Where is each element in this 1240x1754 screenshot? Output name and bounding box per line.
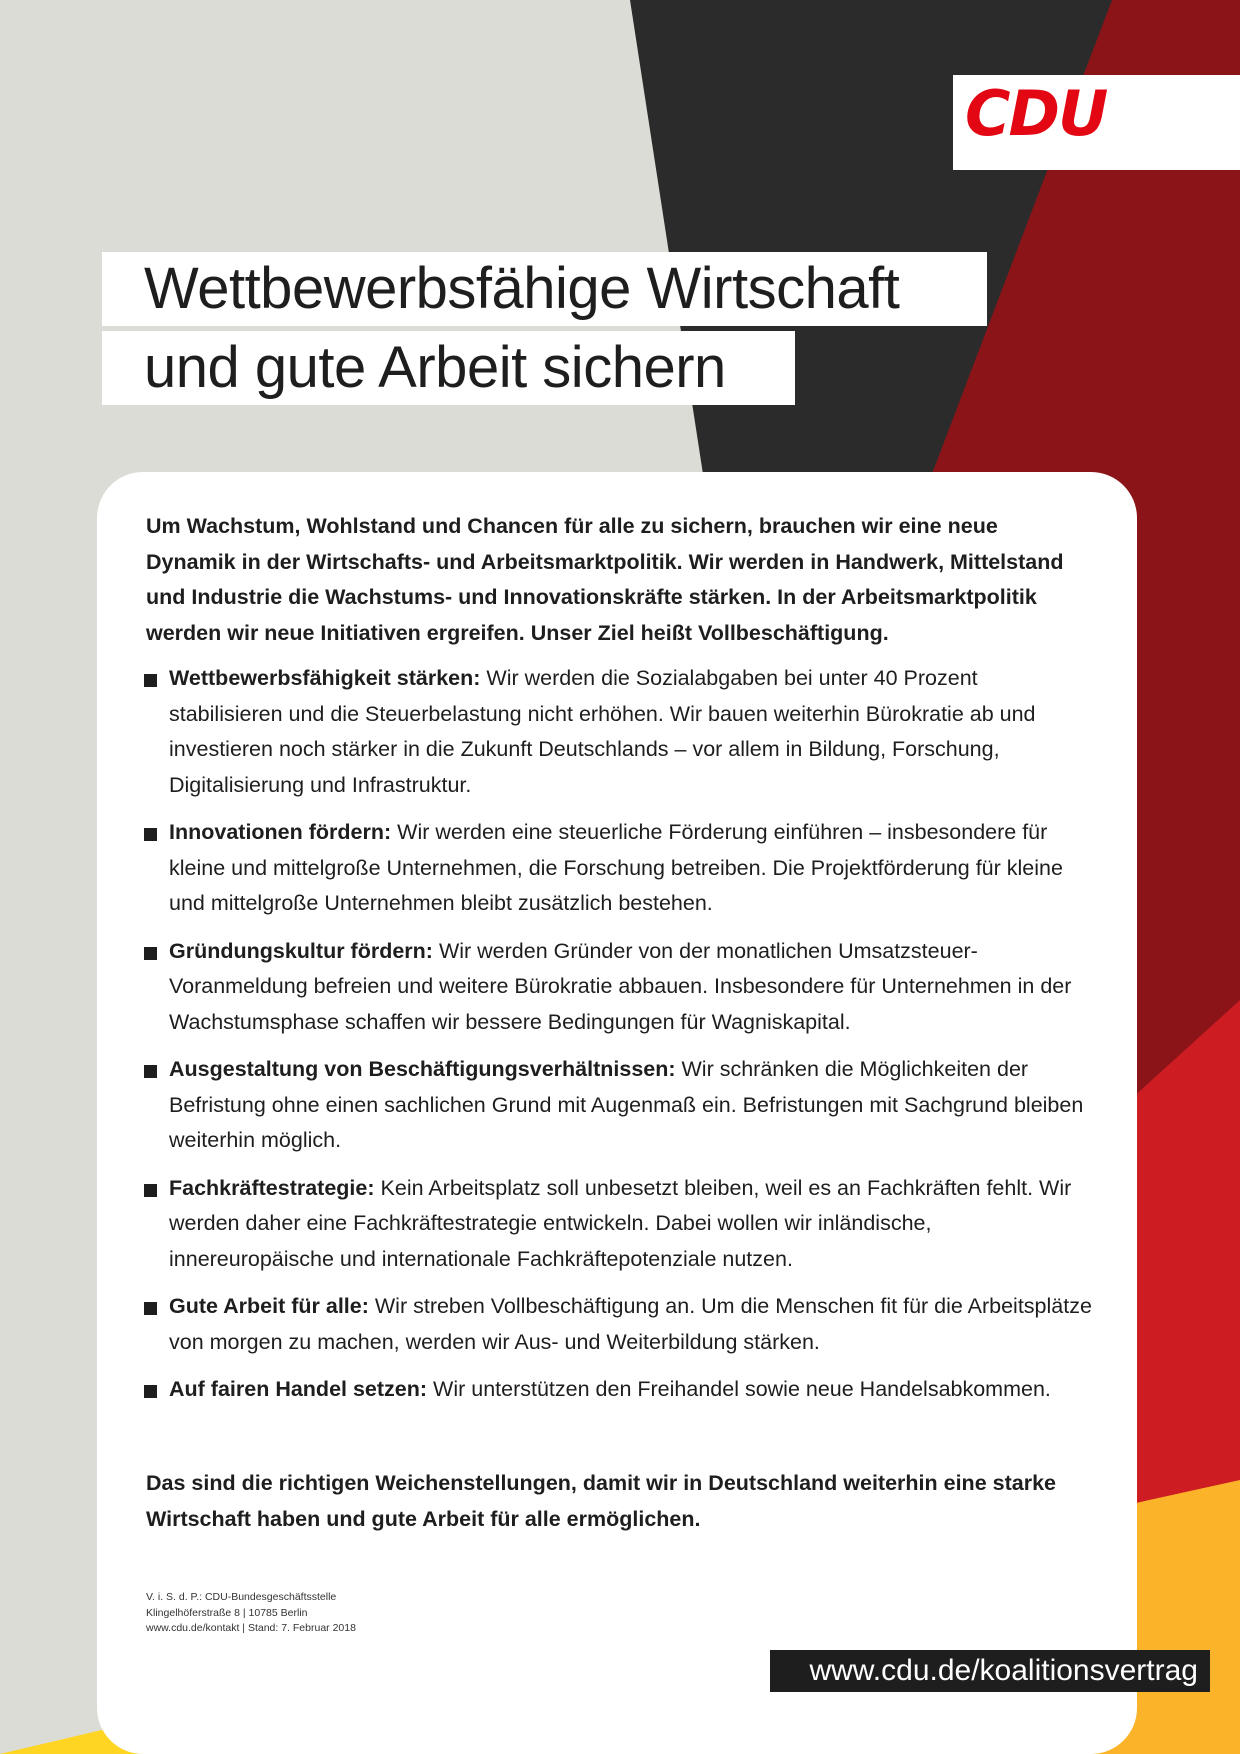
bullet-text: Wir unterstützen den Freihandel sowie neue Handelsabkommen. [433,1377,1051,1401]
imprint [146,1590,356,1637]
bullet-square-icon [144,1302,157,1315]
bullet-heading: Auf fairen Handel setzen: [169,1377,428,1401]
list-item [144,661,1094,803]
closing-paragraph: Das sind die richtigen Weichenstellungen, damit wir in Deutschland weiterhin eine starke Wirtschaft haben und gute Arbeit für alle ermöglichen. [146,1471,1056,1531]
footer-url-link[interactable]: www.cdu.de/koalitionsvertrag [770,1650,1210,1692]
logo-box [953,75,1240,170]
bullet-heading: Gründungskultur fördern: [169,938,433,963]
bullet-square-icon [144,1385,157,1398]
page-title-line-1: Wettbewerbsfähige Wirtschaft [102,252,987,326]
bullet-heading: Fachkräftestrategie: [169,1175,375,1200]
page-title-line-2: und gute Arbeit sichern [102,331,795,405]
bullet-heading: Innovationen fördern: [169,820,392,844]
svg-text:CDU: CDU [965,81,1107,141]
bullet-text: Wir schränken die Möglichkeiten der Befristung ohne einen sachlichen Grund mit Augenmaß ein. Befristungen mit Sachgrund bleiben weiterhin möglich. [169,1057,1084,1152]
bullet-square-icon [144,947,157,960]
bullet-list [144,661,1094,1420]
bullet-heading: Ausgestaltung von Beschäftigungsverhältnissen: [169,1057,676,1081]
bullet-text: Wir werden eine steuerliche Förderung einführen – insbesondere für kleine und mittelgroße Unternehmen, die Forschung betreiben. Die Projektförderung für kleine und mittelgroße Unternehmen bleibt zusätzlich bestehen. [169,820,1063,915]
imprint-line: www.cdu.de/kontakt | Stand: 7. Februar 2018 [146,1622,356,1634]
imprint-line: Klingelhöferstraße 8 | 10785 Berlin [146,1606,308,1619]
list-item [144,1372,1094,1408]
intro-paragraph: Um Wachstum, Wohlstand und Chancen für alle zu sichern, brauchen wir eine neue Dynamik in der Wirtschafts- und Arbeitsmarktpolitik. Wir werden in Handwerk, Mittelstand und Industrie die Wachstums- und Innovationskräfte stärken. In der Arbeitsmarktpolitik werden wir neue Initiativen ergreifen. Unser Ziel heißt Vollbeschäftigung. [146,514,1064,645]
list-item [144,1289,1094,1360]
list-item [144,1052,1094,1159]
imprint-line: V. i. S. d. P.: CDU-Bundesgeschäftsstelle [146,1591,337,1603]
bullet-heading: Gute Arbeit für alle: [169,1294,369,1318]
bullet-text: Kein Arbeitsplatz soll unbesetzt bleiben, weil es an Fachkräften fehlt. Wir werden daher eine Fachkräftestrategie entwickeln. Dabei wollen wir inländische, innereuropäische und internationale Fachkräftepotenziale nutzen. [169,1175,1072,1271]
list-item [144,934,1094,1041]
bullet-text: Wir werden die Sozialabgaben bei unter 40 Prozent stabilisieren und die Steuerbelastung nicht erhöhen. Wir bauen weiterhin Bürokratie ab und investieren noch stärker in die Zukunft Deutschlands – vor allem in Bildung, Forschung, Digitalisierung und Infrastruktur. [169,666,1036,797]
bullet-text: Wir streben Vollbeschäftigung an. Um die Menschen fit für die Arbeitsplätze von morgen zu machen, werden wir Aus- und Weiterbildung stärken. [169,1294,1092,1354]
bullet-text: Wir werden Gründer von der monatlichen Umsatzsteuer-Voranmeldung befreien und weitere Bürokratie abbauen. Insbesondere für Unternehmen in der Wachstumsphase schaffen wir bessere Bedingungen für Wagniskapital. [169,938,1072,1034]
list-item [144,1171,1094,1278]
bullet-square-icon [144,1065,157,1078]
cdu-logo [961,81,1136,141]
bullet-square-icon [144,828,157,841]
bullet-square-icon [144,674,157,687]
bullet-heading: Wettbewerbsfähigkeit stärken: [169,666,481,690]
list-item [144,815,1094,922]
bullet-square-icon [144,1184,157,1197]
